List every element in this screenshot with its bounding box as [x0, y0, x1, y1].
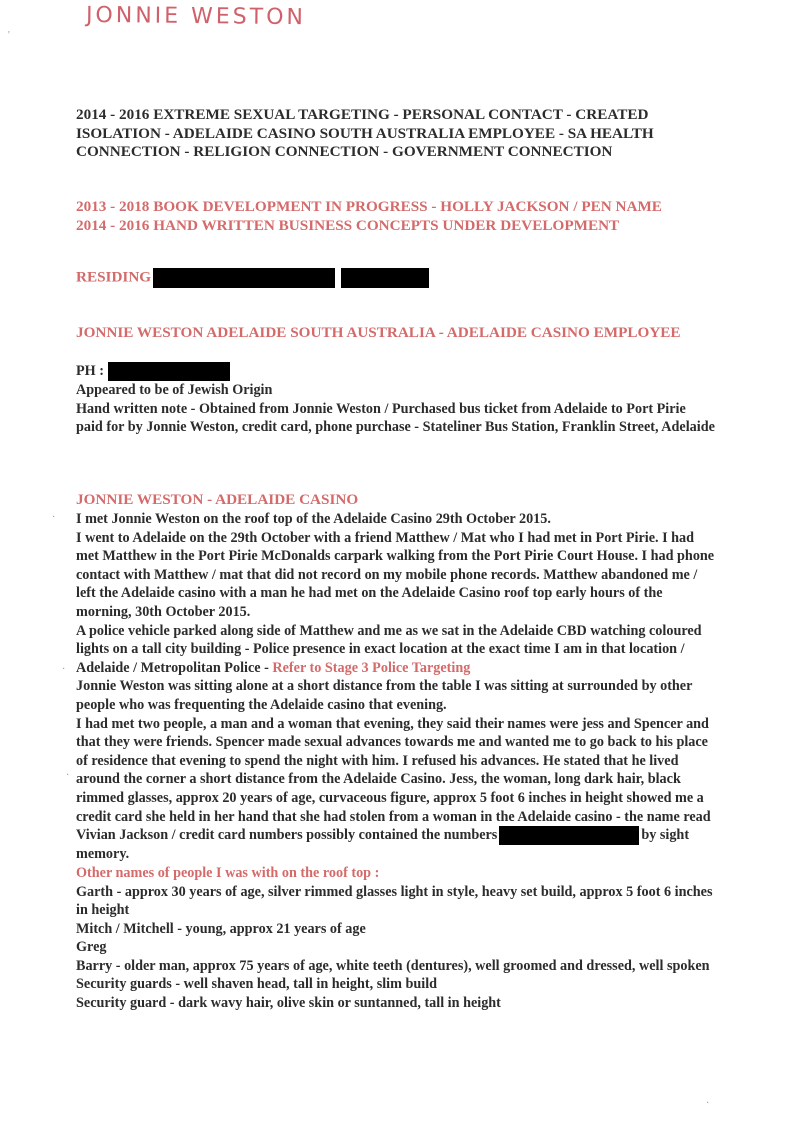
paragraph: Jonnie Weston was sitting alone at a short distance from the table I was sitting at surrounded by other people who was frequenting the Adelaide casino that evening. — [76, 678, 693, 713]
profile-block — [76, 362, 716, 437]
project-line: 2013 - 2018 BOOK DEVELOPMENT IN PROGRESS - HOLLY JACKSON / PEN NAME — [76, 198, 662, 215]
paragraph — [76, 622, 716, 678]
profile-title: JONNIE WESTON ADELAIDE SOUTH AUSTRALIA - ADELAIDE CASINO EMPLOYEE — [76, 324, 681, 341]
redaction-bar — [499, 826, 639, 845]
person-entry: Mitch / Mitchell - young, approx 21 years of age — [76, 920, 366, 937]
redaction-bar — [153, 268, 335, 288]
encounter-text: I had met two people, a man and a woman that evening, they said their names were jess and Spencer and that they were friends. Spencer made sexual advances towards me and wanted me to go back to his place of residence that evening to spend the night with him. I refused his advances. He stated that he lived around the corner a short distance from the Adelaide Casino. Jess, the woman, long dark hair, black rimmed glasses, approx 20 years of age, curvaceous figure, approx 5 foot 6 inches in height showed me a credit card she held in her hand that she had stolen from a woman in the Adelaide casino - the name read Vivian Jackson / credit card numbers possibly contained the numbers — [76, 715, 711, 844]
residing-label: RESIDING — [76, 268, 152, 286]
scan-speck: · — [52, 512, 56, 523]
scan-speck: · — [706, 1098, 710, 1109]
paragraph: I went to Adelaide on the 29th October with a friend Matthew / Mat who I had met in Port Pirie. I had met Matthew in the Port Pirie McDonalds carpark walking from the Port Pirie Court House. I had phone contact with Matthew / mat that did not record on my mobile phone records. Matthew abandoned me / left the Adelaide casino with a man he had met on the Adelaide Casino roof top early hours of the morning, 30th October 2015. — [76, 529, 715, 620]
scan-speck: · — [66, 770, 70, 781]
redaction-bar — [341, 268, 429, 288]
scan-speck: ' — [8, 30, 10, 41]
person-entry: Security guards - well shaven head, tall in height, slim build — [76, 976, 438, 993]
note-paragraph: Hand written note - Obtained from Jonnie Weston / Purchased bus ticket from Adelaide to Port Pirie paid for by Jonnie Weston, credit card, phone purchase - Stateliner Bus Station, Franklin Street, Adelaide — [76, 400, 715, 436]
paragraph — [76, 715, 716, 864]
scan-speck: · — [62, 664, 66, 675]
residing-line — [76, 268, 716, 288]
police-reference: Refer to Stage 3 Police Targeting — [272, 659, 471, 676]
header-block: 2014 - 2016 EXTREME SEXUAL TARGETING - PERSONAL CONTACT - CREATED ISOLATION - ADELAIDE CASINO SOUTH AUSTRALIA EMPLOYEE - SA HEALTH CONNECTION - RELIGION CONNECTION - GOVERNMENT CONNECTION — [76, 106, 654, 160]
others-title: Other names of people I was with on the roof top : — [76, 864, 380, 881]
phone-line — [76, 362, 716, 381]
redaction-bar — [108, 362, 230, 381]
projects-block — [76, 198, 716, 235]
person-entry: Security guard - dark wavy hair, olive skin or suntanned, tall in height — [76, 995, 501, 1012]
phone-label: PH : — [76, 363, 104, 379]
paragraph: I met Jonnie Weston on the roof top of the Adelaide Casino 29th October 2015. — [76, 511, 551, 527]
casino-title: JONNIE WESTON - ADELAIDE CASINO — [76, 491, 359, 508]
encounter-end: by sight memory. — [76, 827, 690, 863]
handwritten-name: JONNIE WESTON — [85, 2, 307, 31]
origin-line: Appeared to be of Jewish Origin — [76, 382, 273, 399]
person-entry: Barry - older man, approx 75 years of age, white teeth (dentures), well groomed and dressed, well spoken — [76, 957, 710, 974]
person-entry: Greg — [76, 939, 107, 956]
casino-narrative — [76, 510, 716, 1013]
person-entry: Garth - approx 30 years of age, silver rimmed glasses light in style, heavy set build, approx 5 foot 6 inches in height — [76, 883, 713, 919]
police-text: A police vehicle parked along side of Matthew and me as we sat in the Adelaide CBD watching coloured lights on a tall city building - Police presence in exact location at the exact time I am in that location / Adelaide / Metropolitan Police - — [76, 622, 702, 676]
project-line: 2014 - 2016 HAND WRITTEN BUSINESS CONCEPTS UNDER DEVELOPMENT — [76, 216, 620, 234]
